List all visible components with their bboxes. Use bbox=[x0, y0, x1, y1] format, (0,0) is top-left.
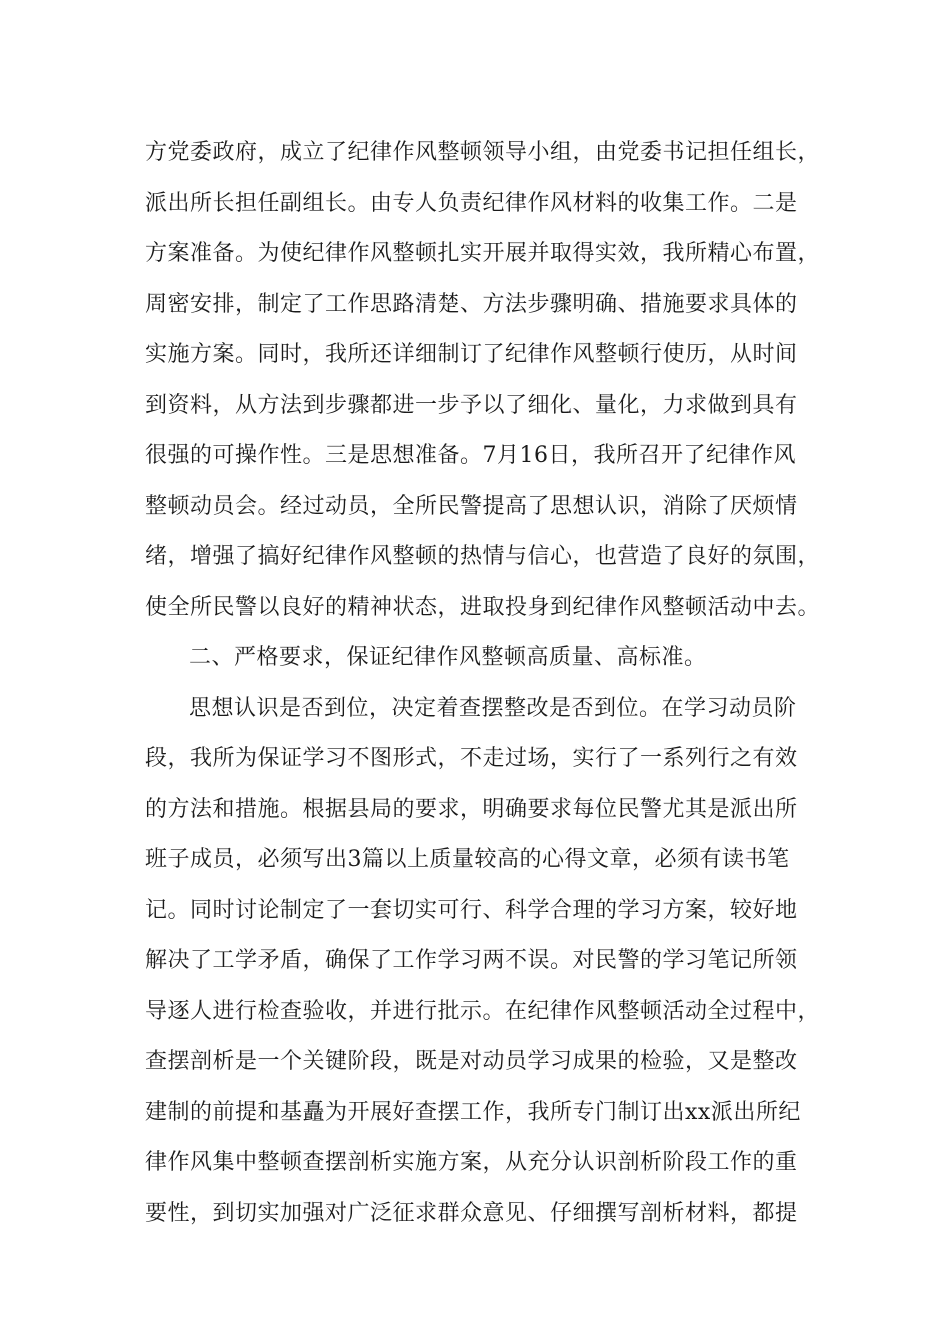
text-line: 查摆剖析是一个关键阶段，既是对动员学习成果的检验，又是整改 bbox=[145, 1049, 798, 1074]
document-body bbox=[145, 128, 835, 1239]
paragraph-first-line: 思想认识是否到位，决定着查摆整改是否到位。在学习动员阶 bbox=[189, 695, 797, 721]
text-line: 解决了工学矛盾，确保了工作学习两不误。对民警的学习笔记所领 bbox=[145, 948, 798, 973]
text-line: 记。同时讨论制定了一套切实可行、科学合理的学习方案，较好地 bbox=[145, 897, 798, 923]
text-line: 要性，到切实加强对广泛征求群众意见、仔细撰写剖析材料，都提 bbox=[145, 1200, 798, 1226]
text-line: 段，我所为保证学习不图形式，不走过场，实行了一系列行之有效 bbox=[145, 746, 798, 771]
text-line: 周密安排，制定了工作思路清楚、方法步骤明确、措施要求具体的 bbox=[145, 291, 798, 317]
text-line: 导逐人进行检查验收，并进行批示。在纪律作风整顿活动全过程中， bbox=[145, 998, 821, 1024]
text-line: 很强的可操作性。三是思想准备。7月16日，我所召开了纪律作风 bbox=[145, 443, 796, 468]
text-line: 方党委政府，成立了纪律作风整顿领导小组，由党委书记担任组长， bbox=[145, 140, 821, 165]
text-line: 到资料，从方法到步骤都进一步予以了细化、量化，力求做到具有 bbox=[145, 392, 798, 418]
text-line: 绪，增强了搞好纪律作风整顿的热情与信心，也营造了良好的氛围， bbox=[145, 544, 821, 569]
text-line: 实施方案。同时，我所还详细制订了纪律作风整顿行使历，从时间 bbox=[145, 342, 798, 367]
text-line: 派出所长担任副组长。由专人负责纪律作风材料的收集工作。二是 bbox=[145, 190, 798, 216]
text-line: 方案准备。为使纪律作风整顿扎实开展并取得实效，我所精心布置， bbox=[145, 241, 821, 266]
text-line: 的方法和措施。根据县局的要求，明确要求每位民警尤其是派出所 bbox=[145, 796, 798, 822]
text-line: 整顿动员会。经过动员，全所民警提高了思想认识，消除了厌烦情 bbox=[145, 493, 798, 519]
text-line: 建制的前提和基矗为开展好查摆工作，我所专门制订出xx派出所纪 bbox=[145, 1099, 801, 1125]
text-line: 班子成员，必须写出3篇以上质量较高的心得文章，必须有读书笔 bbox=[145, 847, 790, 872]
text-line: 律作风集中整顿查摆剖析实施方案，从充分认识剖析阶段工作的重 bbox=[145, 1150, 798, 1175]
section-heading: 二、严格要求，保证纪律作风整顿高质量、高标准。 bbox=[189, 645, 707, 670]
text-line: 使全所民警以良好的精神状态，进取投身到纪律作风整顿活动中去。 bbox=[145, 594, 821, 620]
